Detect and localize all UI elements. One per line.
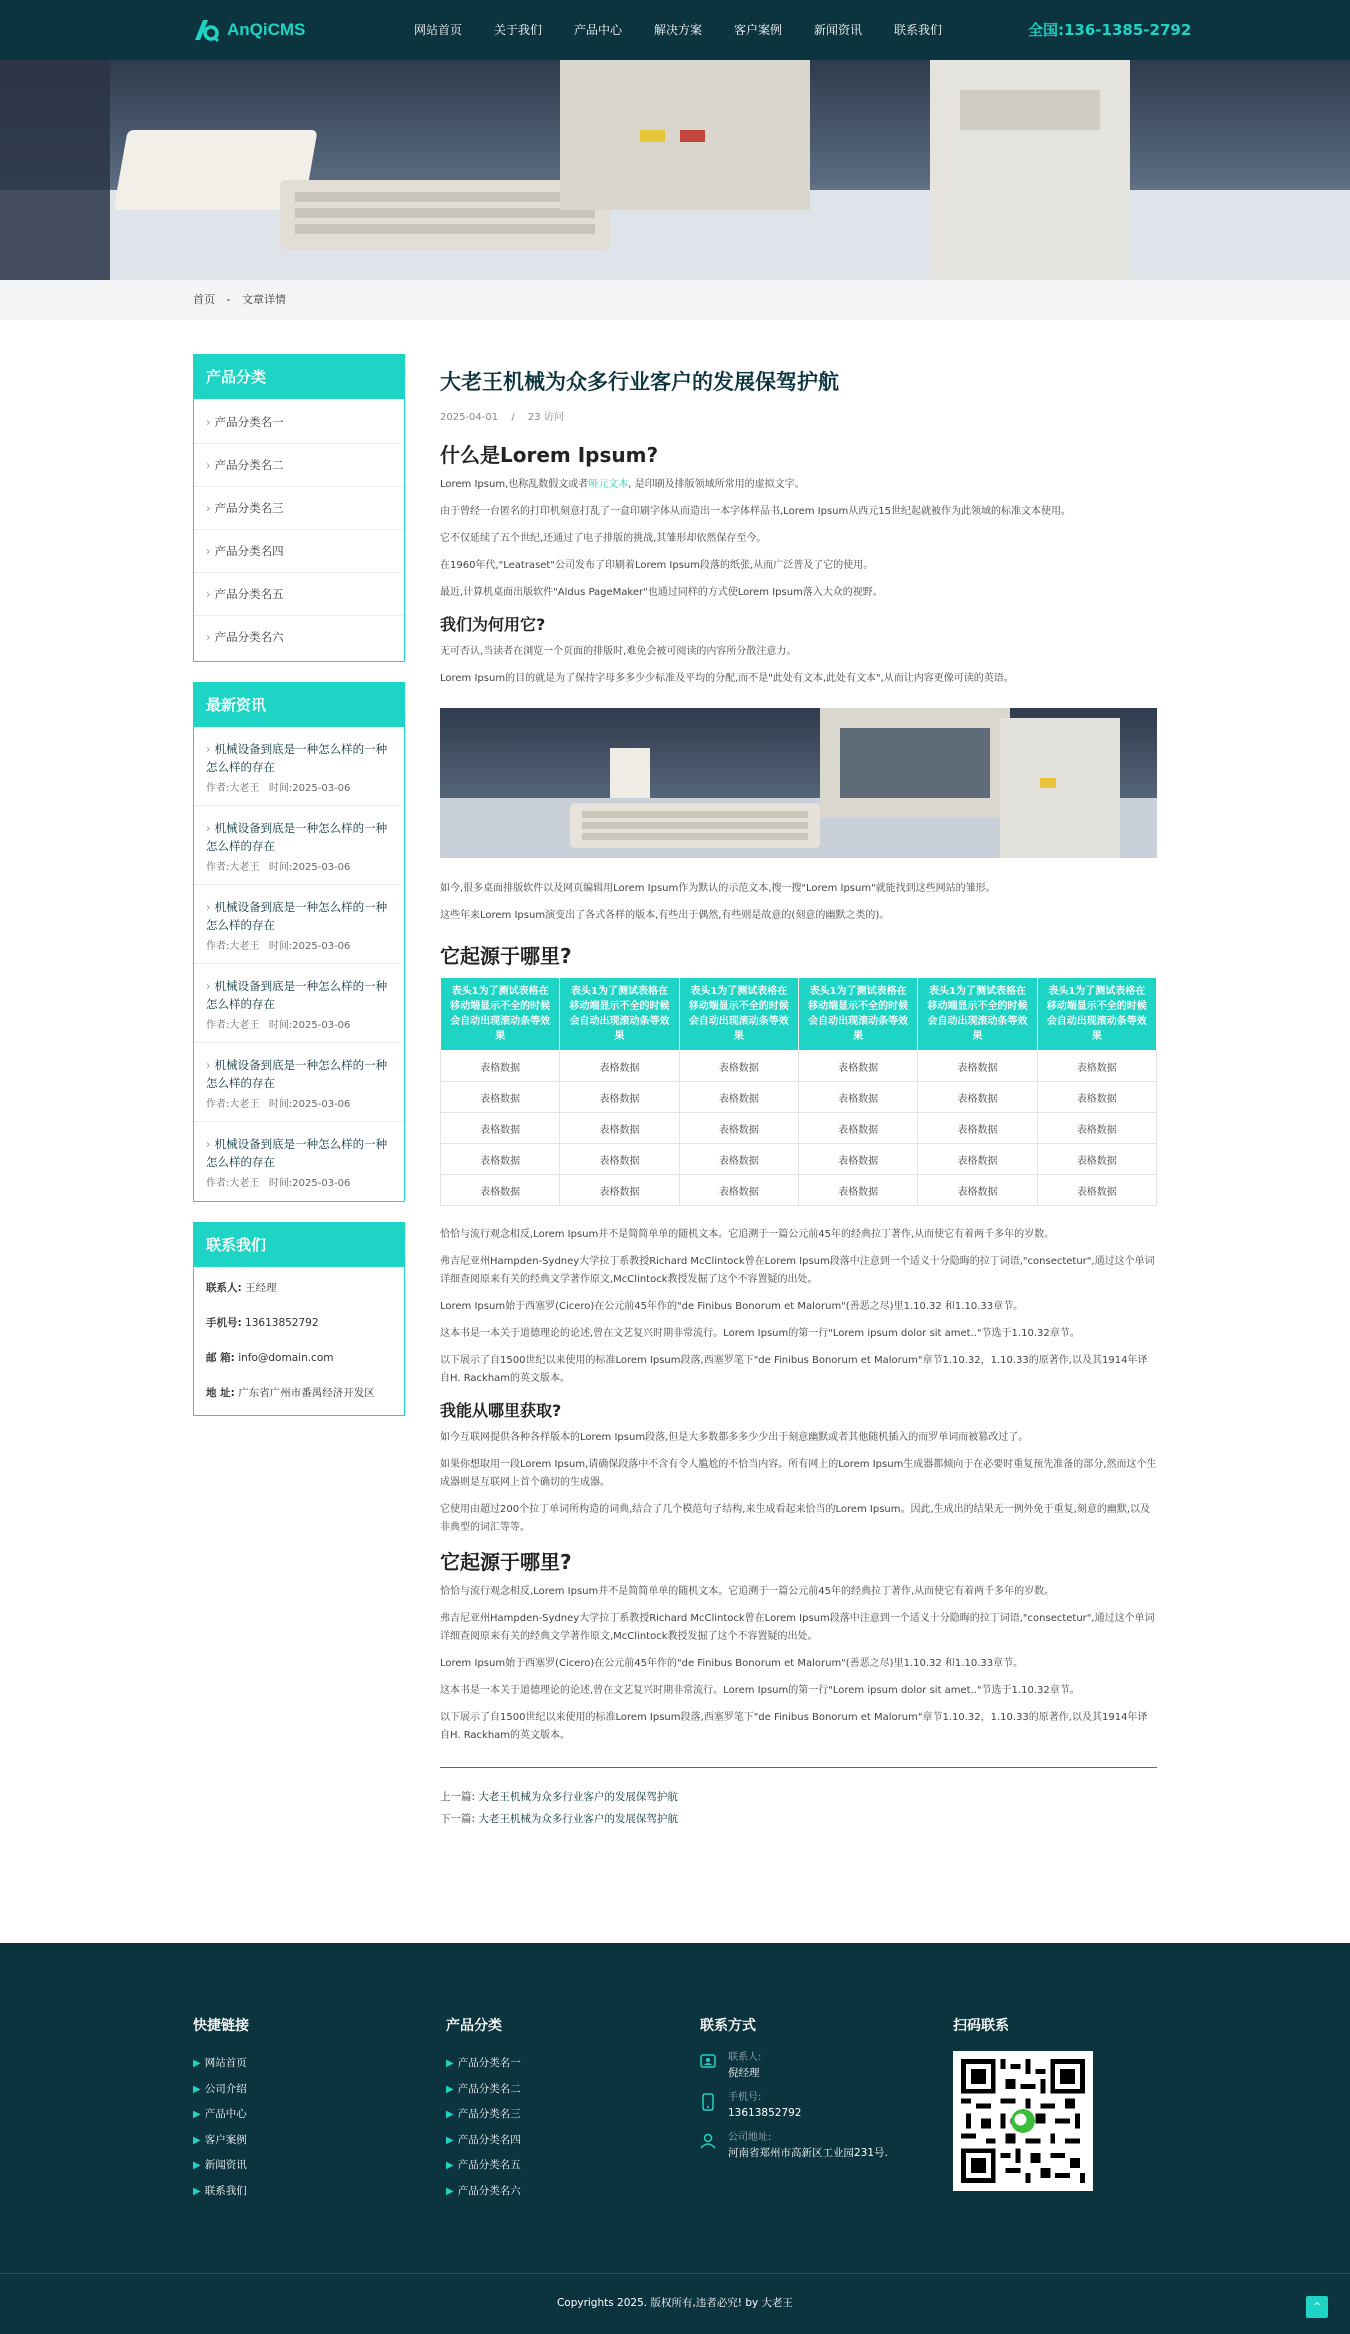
- breadcrumb: [193, 280, 286, 320]
- table-cell: 表格数据: [798, 1113, 917, 1144]
- table-cell: 表格数据: [1037, 1113, 1156, 1144]
- chevron-right-icon: ›: [206, 501, 211, 515]
- paragraph: 无可否认,当读者在浏览一个页面的排版时,难免会被可阅读的内容所分散注意力。: [440, 646, 797, 657]
- footer-contact: [700, 2015, 888, 2171]
- chevron-right-icon: ›: [206, 544, 211, 558]
- news-item-author: 作者:大老王: [206, 1178, 260, 1189]
- footer-link[interactable]: [193, 2128, 249, 2154]
- qr-code-image: [961, 2059, 1085, 2183]
- article-date: 2025-04-01: [440, 412, 499, 423]
- category-item[interactable]: [194, 616, 404, 659]
- next-article-link[interactable]: 大老王机械为众多行业客户的发展保驾护航: [478, 1813, 678, 1825]
- table-header-cell: 表头1为了测试表格在移动端显示不全的时候会自动出现滚动条等效果: [679, 978, 798, 1051]
- footer-categories: [446, 2015, 521, 2204]
- footer-link[interactable]: [193, 2153, 249, 2179]
- news-item-author: 作者:大老王: [206, 1020, 260, 1031]
- chevron-right-icon: ›: [206, 821, 211, 835]
- paragraph: 以下展示了自1500世纪以来使用的标准Lorem Ipsum段落,西塞罗笔下"de Finibus Bonorum et Malorum"章节1.10.32，1.10.33的原著作,以及其1914年译自H. Rackham的英文版本。: [440, 1712, 1148, 1741]
- paragraph: 这些年来Lorem Ipsum演变出了各式各样的版本,有些出于偶然,有些则是故意的(刻意的幽默之类的)。: [440, 910, 890, 921]
- footer-link[interactable]: [193, 2051, 249, 2077]
- contact-email: [194, 1341, 404, 1376]
- chevron-right-icon: ›: [206, 742, 211, 756]
- table-cell: 表格数据: [679, 1082, 798, 1113]
- contact-address-label: 地 址:: [206, 1387, 235, 1399]
- contact-mobile-value: 13613852792: [245, 1317, 319, 1329]
- table-cell: 表格数据: [679, 1113, 798, 1144]
- table-cell: 表格数据: [560, 1082, 679, 1113]
- news-item-author: 作者:大老王: [206, 941, 260, 952]
- footer-link[interactable]: [193, 2102, 249, 2128]
- footer-qr-title: 扫码联系: [953, 2018, 1009, 2034]
- chevron-right-icon: ›: [206, 458, 211, 472]
- data-table: [440, 977, 1157, 1206]
- category-item[interactable]: [194, 487, 404, 530]
- table-row: [441, 1113, 1157, 1144]
- table-row: [441, 1051, 1157, 1082]
- footer-contact-mobile-value: 13613852792: [728, 2107, 802, 2119]
- user-icon: [700, 2133, 720, 2159]
- heading-why: 我们为何用它?: [440, 615, 546, 634]
- table-cell: 表格数据: [441, 1175, 560, 1206]
- contact-mobile: [194, 1306, 404, 1341]
- site-header: [0, 0, 1350, 60]
- footer-links-title: 快捷链接: [193, 2018, 249, 2034]
- caret-right-icon: ▶: [193, 2160, 201, 2171]
- next-article: [440, 1808, 1157, 1830]
- nav-item-news[interactable]: 新闻资讯: [813, 23, 862, 37]
- table-cell: 表格数据: [560, 1113, 679, 1144]
- table-cell: 表格数据: [441, 1051, 560, 1082]
- footer-link-label: 客户案例: [204, 2133, 247, 2146]
- breadcrumb-bar: [0, 280, 1350, 320]
- footer-contact-person-value: 倪经理: [728, 2067, 760, 2079]
- caret-right-icon: ▶: [193, 2109, 201, 2120]
- article-views: 23 访问: [527, 412, 564, 423]
- paragraph: 如今,很多桌面排版软件以及网页编辑用Lorem Ipsum作为默认的示范文本,搜一搜"Lorem Ipsum"就能找到这些网站的雏形。: [440, 883, 996, 894]
- caret-right-icon: ▶: [446, 2134, 454, 2146]
- contact-mobile-label: 手机号:: [206, 1317, 242, 1329]
- contact-person: [194, 1271, 404, 1306]
- footer-category-label: 产品分类名四: [457, 2133, 521, 2146]
- category-item-label: 产品分类名六: [214, 630, 284, 644]
- footer-contact-mobile-label: 手机号:: [728, 2092, 762, 2103]
- table-row: [441, 1144, 1157, 1175]
- chevron-right-icon: ›: [206, 415, 211, 429]
- article-title: 大老王机械为众多行业客户的发展保驾护航: [440, 370, 839, 394]
- paragraph: 如今互联网提供各种各样版本的Lorem Ipsum段落,但是大多数都多多少少出于刻意幽默或者其他随机插入的而罗单词而被篡改过了。: [440, 1432, 1029, 1443]
- contact-address-value: 广东省广州市番禺经济开发区: [238, 1387, 375, 1399]
- heading-what: 什么是Lorem Ipsum?: [440, 443, 659, 467]
- table-cell: 表格数据: [679, 1051, 798, 1082]
- table-header-row: [441, 978, 1157, 1051]
- chevron-right-icon: ›: [206, 1137, 211, 1151]
- table-header-cell: 表头1为了测试表格在移动端显示不全的时候会自动出现滚动条等效果: [441, 978, 560, 1051]
- news-item-author: 作者:大老王: [206, 1099, 260, 1110]
- paragraph: 以下展示了自1500世纪以来使用的标准Lorem Ipsum段落,西塞罗笔下"de Finibus Bonorum et Malorum"章节1.10.32，1.10.33的原著作,以及其1914年译自H. Rackham的英文版本。: [440, 1355, 1148, 1384]
- contact-address: [194, 1376, 404, 1411]
- contact-person-value: 王经理: [245, 1282, 277, 1294]
- news-item-title[interactable]: 机械设备到底是一种怎么样的一种怎么样的存在: [206, 821, 388, 853]
- news-item[interactable]: [194, 885, 404, 964]
- prev-article: [440, 1786, 1157, 1808]
- table-cell: 表格数据: [441, 1113, 560, 1144]
- contact-box-title: 联系我们: [194, 1223, 404, 1267]
- table-cell: 表格数据: [679, 1144, 798, 1175]
- heading-where: 我能从哪里获取?: [440, 1401, 562, 1420]
- article-illustration: [440, 708, 1157, 858]
- caret-right-icon: ▶: [193, 2185, 201, 2197]
- table-cell: 表格数据: [918, 1082, 1037, 1113]
- news-item[interactable]: [194, 1043, 404, 1122]
- footer-category-label: 产品分类名六: [457, 2184, 521, 2197]
- contact-person-label: 联系人:: [206, 1282, 242, 1294]
- news-item-title[interactable]: 机械设备到底是一种怎么样的一种怎么样的存在: [206, 1058, 388, 1090]
- paragraph: Lorem Ipsum始于西塞罗(Cicero)在公元前45年作的"de Finibus Bonorum et Malorum"(善恶之尽)里1.10.32 和1.10.33章节。: [440, 1658, 1024, 1669]
- news-item[interactable]: [194, 1122, 404, 1201]
- paragraph: 这本书是一本关于道德理论的论述,曾在文艺复兴时期非常流行。Lorem Ipsum的第一行"Lorem ipsum dolor sit amet.."节选于1.10.32章节。: [440, 1685, 1080, 1696]
- footer-link[interactable]: [193, 2179, 249, 2205]
- category-item-label: 产品分类名一: [214, 415, 284, 429]
- paragraph: Lorem Ipsum的目的就是为了保持字母多多少少标准及平均的分配,而不是"此处有文本,此处有文本",从而让内容更像可读的英语。: [440, 673, 1014, 684]
- footer-link-label: 新闻资讯: [204, 2159, 247, 2171]
- table-cell: 表格数据: [918, 1051, 1037, 1082]
- paragraph: 弗吉尼亚州Hampden-Sydney大学拉丁系教授Richard McClintock曾在Lorem Ipsum段落中注意到一个适义十分隐晦的拉丁词语,"consectetur",通过这个单词详细查阅原来有关的经典文学著作原文,McClintock教授发掘了这个不容置疑的出处。: [440, 1256, 1155, 1285]
- heading-origin-2: 它起源于哪里?: [440, 1550, 572, 1574]
- prev-next-nav: [440, 1786, 1157, 1830]
- table-cell: 表格数据: [441, 1082, 560, 1113]
- main-nav: [398, 0, 958, 60]
- paragraph-text: Lorem Ipsum,也称乱数假文或者: [440, 479, 589, 490]
- table-cell: 表格数据: [798, 1082, 917, 1113]
- footer-category-link[interactable]: [446, 2128, 521, 2154]
- footer-contact-person-label: 联系人:: [728, 2052, 762, 2063]
- footer-category-link[interactable]: [446, 2179, 521, 2205]
- category-item-label: 产品分类名五: [214, 587, 284, 601]
- breadcrumb-separator: -: [226, 293, 231, 306]
- footer-category-label: 产品分类名二: [457, 2082, 521, 2095]
- latest-news-box: [193, 682, 405, 1202]
- article-meta: [440, 408, 1157, 423]
- sidebar: [193, 354, 405, 1436]
- latest-news-title: 最新资讯: [194, 683, 404, 727]
- category-box: [193, 354, 405, 662]
- table-cell: 表格数据: [1037, 1175, 1156, 1206]
- table-cell: 表格数据: [918, 1144, 1037, 1175]
- table-cell: 表格数据: [441, 1144, 560, 1175]
- copyright: Copyrights 2025. 版权所有,违者必究! by 大老王: [0, 2273, 1350, 2334]
- chevron-right-icon: ›: [206, 979, 211, 993]
- news-item-time: 时间:2025-03-06: [268, 1020, 351, 1031]
- footer-category-link[interactable]: [446, 2153, 521, 2179]
- table-cell: 表格数据: [679, 1175, 798, 1206]
- category-item[interactable]: [194, 444, 404, 487]
- footer-category-label: 产品分类名一: [457, 2057, 521, 2069]
- chevron-right-icon: ›: [206, 587, 211, 601]
- footer-cats-title: 产品分类: [446, 2018, 502, 2034]
- site-footer: [0, 1943, 1350, 2334]
- caret-right-icon: ▶: [446, 2109, 454, 2120]
- news-item-time: 时间:2025-03-06: [268, 1099, 351, 1110]
- nav-item-cases[interactable]: 客户案例: [733, 23, 782, 37]
- table-header-cell: 表头1为了测试表格在移动端显示不全的时候会自动出现滚动条等效果: [560, 978, 679, 1051]
- nav-item-contact[interactable]: 联系我们: [893, 23, 942, 37]
- nav-item-about[interactable]: 关于我们: [493, 23, 542, 37]
- paragraph-text: , 是印刷及排版领域所常用的虚拟文字。: [628, 479, 805, 490]
- mobile-phone-icon: [700, 2093, 720, 2119]
- table-cell: 表格数据: [560, 1051, 679, 1082]
- news-item-time: 时间:2025-03-06: [268, 862, 351, 873]
- nav-item-home[interactable]: 网站首页: [413, 23, 462, 37]
- footer-category-label: 产品分类名五: [457, 2159, 521, 2171]
- article-meta-separator: /: [511, 412, 515, 423]
- breadcrumb-current: 文章详情: [241, 293, 286, 306]
- chevron-right-icon: ›: [206, 900, 211, 914]
- news-item-author: 作者:大老王: [206, 862, 260, 873]
- caret-right-icon: ▶: [193, 2083, 201, 2095]
- footer-link-label: 联系我们: [204, 2184, 247, 2197]
- footer-category-link[interactable]: [446, 2102, 521, 2128]
- paragraph: 它不仅延续了五个世纪,还通过了电子排版的挑战,其雏形却依然保存至今。: [440, 533, 767, 544]
- hero-banner-image: [0, 60, 1350, 280]
- table-header-cell: 表头1为了测试表格在移动端显示不全的时候会自动出现滚动条等效果: [918, 978, 1037, 1051]
- prev-article-link[interactable]: 大老王机械为众多行业客户的发展保驾护航: [478, 1791, 678, 1803]
- category-item-label: 产品分类名四: [214, 544, 284, 558]
- footer-link-label: 产品中心: [204, 2108, 247, 2120]
- table-header-cell: 表头1为了测试表格在移动端显示不全的时候会自动出现滚动条等效果: [1037, 978, 1156, 1051]
- footer-category-link[interactable]: [446, 2051, 521, 2077]
- breadcrumb-home[interactable]: 首页: [193, 293, 215, 306]
- chevron-right-icon: ›: [206, 1058, 211, 1072]
- caret-right-icon: ▶: [446, 2083, 454, 2095]
- category-item-label: 产品分类名三: [214, 501, 284, 515]
- id-card-icon: [700, 2053, 720, 2079]
- paragraph: 最近,计算机桌面出版软件"Aldus PageMaker"也通过同样的方式使Lorem Ipsum落入大众的视野。: [440, 587, 883, 598]
- footer-contact-address: [700, 2131, 888, 2159]
- table-row: [441, 1082, 1157, 1113]
- news-item[interactable]: [194, 806, 404, 885]
- caret-right-icon: ▶: [193, 2058, 201, 2069]
- qr-code: [953, 2051, 1093, 2191]
- news-item[interactable]: [194, 727, 404, 806]
- category-item[interactable]: [194, 530, 404, 573]
- news-item-title[interactable]: 机械设备到底是一种怎么样的一种怎么样的存在: [206, 900, 388, 932]
- banner-illustration: [0, 60, 1350, 280]
- footer-contact-person: [700, 2051, 888, 2079]
- table-cell: 表格数据: [798, 1175, 917, 1206]
- caret-right-icon: ▶: [446, 2185, 454, 2197]
- news-item-title[interactable]: 机械设备到底是一种怎么样的一种怎么样的存在: [206, 979, 388, 1011]
- footer-link-label: 网站首页: [204, 2057, 247, 2069]
- news-item-author: 作者:大老王: [206, 783, 260, 794]
- caret-right-icon: ▶: [446, 2058, 454, 2069]
- footer-qr: [953, 2015, 1093, 2191]
- footer-link[interactable]: [193, 2077, 249, 2103]
- paragraph: 在1960年代,"Leatraset"公司发布了印刷着Lorem Ipsum段落的纸张,从而广泛普及了它的使用。: [440, 560, 874, 571]
- footer-contact-title: 联系方式: [700, 2018, 756, 2034]
- table-row: [441, 1175, 1157, 1206]
- article-image: [440, 708, 1157, 858]
- paragraph: 由于曾经一台匿名的打印机刻意打乱了一盒印刷字体从而造出一本字体样品书,Lorem Ipsum从西元15世纪起就被作为此领域的标准文本使用。: [440, 506, 1071, 517]
- paragraph: 这本书是一本关于道德理论的论述,曾在文艺复兴时期非常流行。Lorem Ipsum的第一行"Lorem ipsum dolor sit amet.."节选于1.10.32章节。: [440, 1328, 1080, 1339]
- news-item-time: 时间:2025-03-06: [268, 941, 351, 952]
- prev-label: 上一篇:: [440, 1791, 476, 1803]
- contact-email-value[interactable]: info@domain.com: [238, 1352, 334, 1364]
- inline-link[interactable]: 哑元文本: [588, 479, 629, 490]
- paragraph: [440, 476, 1157, 494]
- next-label: 下一篇:: [440, 1813, 476, 1825]
- nav-item-products[interactable]: 产品中心: [573, 23, 622, 37]
- arrow-up-icon: ⌃: [1311, 2300, 1323, 2314]
- contact-box: [193, 1222, 405, 1416]
- heading-origin: 它起源于哪里?: [440, 944, 572, 968]
- footer-quick-links: [193, 2015, 249, 2204]
- news-item-time: 时间:2025-03-06: [268, 783, 351, 794]
- table-header-cell: 表头1为了测试表格在移动端显示不全的时候会自动出现滚动条等效果: [798, 978, 917, 1051]
- divider: [440, 1767, 1157, 1768]
- footer-contact-address-value: 河南省郑州市高新区工业园231号.: [728, 2147, 888, 2159]
- news-item[interactable]: [194, 964, 404, 1043]
- caret-right-icon: ▶: [446, 2160, 454, 2171]
- paragraph: 弗吉尼亚州Hampden-Sydney大学拉丁系教授Richard McClintock曾在Lorem Ipsum段落中注意到一个适义十分隐晦的拉丁词语,"consectetur",通过这个单词详细查阅原来有关的经典文学著作原文,McClintock教授发掘了这个不容置疑的出处。: [440, 1613, 1155, 1642]
- paragraph: Lorem Ipsum始于西塞罗(Cicero)在公元前45年作的"de Finibus Bonorum et Malorum"(善恶之尽)里1.10.32 和1.10.33章节。: [440, 1301, 1024, 1312]
- footer-link-label: 公司介绍: [204, 2082, 247, 2095]
- category-item[interactable]: [194, 401, 404, 444]
- news-item-title[interactable]: 机械设备到底是一种怎么样的一种怎么样的存在: [206, 742, 388, 774]
- table-cell: 表格数据: [560, 1144, 679, 1175]
- footer-contact-address-label: 公司地址:: [728, 2132, 772, 2143]
- contact-email-label: 邮 箱:: [206, 1352, 235, 1364]
- paragraph: 它使用由超过200个拉丁单词所构造的词典,结合了几个模范句子结构,来生成看起来恰当的Lorem Ipsum。因此,生成出的结果无一例外免于重复,刻意的幽默,以及非典型的词汇等等。: [440, 1504, 1151, 1533]
- table-cell: 表格数据: [560, 1175, 679, 1206]
- paragraph: 如果你想取用一段Lorem Ipsum,请确保段落中不含有令人尴尬的不恰当内容。所有网上的Lorem Ipsum生成器都倾向于在必要时重复预先准备的部分,然而这个生成器则是互联网上首个确切的生成器。: [440, 1459, 1157, 1488]
- nav-item-solutions[interactable]: 解决方案: [653, 23, 702, 37]
- logo[interactable]: [193, 16, 305, 44]
- table-cell: 表格数据: [798, 1051, 917, 1082]
- back-to-top-button[interactable]: [1306, 2296, 1328, 2318]
- article: [440, 356, 1157, 1830]
- logo-icon: [193, 18, 219, 42]
- category-box-title: 产品分类: [194, 355, 404, 399]
- logo-text: AnQiCMS: [227, 20, 306, 39]
- header-phone: 全国:136-1385-2792: [1028, 21, 1192, 39]
- chevron-right-icon: ›: [206, 630, 211, 644]
- news-item-title[interactable]: 机械设备到底是一种怎么样的一种怎么样的存在: [206, 1137, 388, 1169]
- category-item[interactable]: [194, 573, 404, 616]
- table-cell: 表格数据: [1037, 1144, 1156, 1175]
- table-cell: 表格数据: [1037, 1051, 1156, 1082]
- category-list: [194, 399, 404, 661]
- table-cell: 表格数据: [1037, 1082, 1156, 1113]
- table-cell: 表格数据: [918, 1175, 1037, 1206]
- table-cell: 表格数据: [798, 1144, 917, 1175]
- news-item-time: 时间:2025-03-06: [268, 1178, 351, 1189]
- footer-contact-mobile: [700, 2091, 888, 2119]
- footer-category-link[interactable]: [446, 2077, 521, 2103]
- table-cell: 表格数据: [918, 1113, 1037, 1144]
- footer-category-label: 产品分类名三: [457, 2108, 521, 2120]
- paragraph: 恰恰与流行观念相反,Lorem Ipsum并不是简简单单的随机文本。它追溯于一篇公元前45年的经典拉丁著作,从而使它有着两千多年的岁数。: [440, 1229, 1055, 1240]
- category-item-label: 产品分类名二: [214, 458, 284, 472]
- paragraph: 恰恰与流行观念相反,Lorem Ipsum并不是简简单单的随机文本。它追溯于一篇公元前45年的经典拉丁著作,从而使它有着两千多年的岁数。: [440, 1586, 1055, 1597]
- caret-right-icon: ▶: [193, 2134, 201, 2146]
